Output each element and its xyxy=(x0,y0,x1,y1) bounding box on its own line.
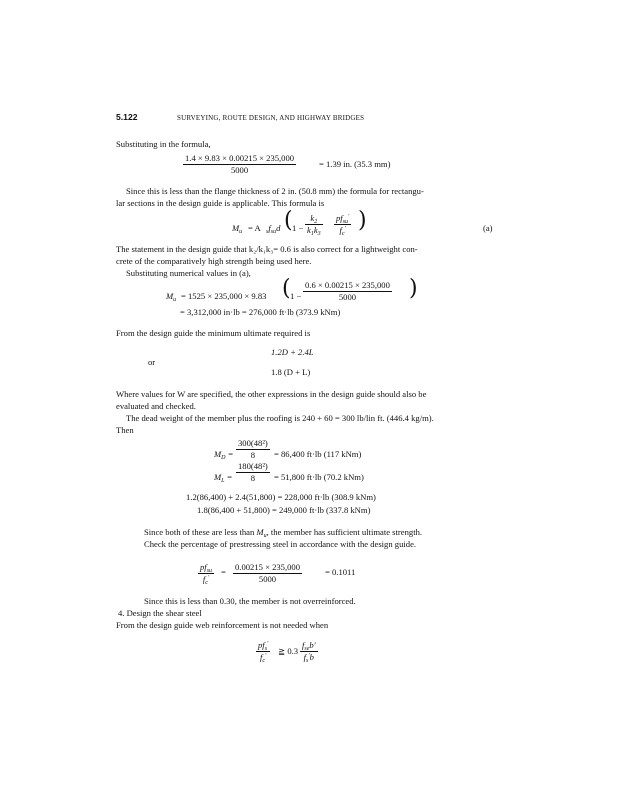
equation-combo-1-result: 1.2(86,400) + 2.4(51,800) = 228,000 ft·lb (308.9 kNm) xyxy=(186,492,376,502)
paragraph-statement-3: Substituting numerical values in (a), xyxy=(126,268,251,278)
paragraph-then: Then xyxy=(116,425,134,435)
paragraph-flange-2: lar sections in the design guide is applicable. This formula is xyxy=(116,198,325,208)
paragraph-statement-1: The statement in the design guide that k₂/k₁k₃= 0.6 is also correct for a lightweight con- xyxy=(116,244,418,254)
page-number: 5.122 xyxy=(116,112,138,122)
equation-load-combo-2: 1.8 (D + L) xyxy=(271,367,311,377)
paragraph-since-both: Since both of these are less than $M_u$, the member has sufficient ultimate strength. xyxy=(144,527,423,539)
equation-3-result: = 3,312,000 in·lb = 276,000 ft·lb (373.9 kNm) xyxy=(180,307,341,317)
step-4-heading: 4. Design the shear steel xyxy=(118,608,202,618)
equation-1-result: = 1.39 in. (35.3 mm) xyxy=(319,159,391,169)
paragraph-check-percentage: Check the percentage of prestressing steel in accordance with the design guide. xyxy=(144,539,417,549)
equation-combo-2-result: 1.8(86,400 + 51,800) = 249,000 ft·lb (337.8 kNm) xyxy=(197,505,371,515)
paragraph-not-overreinforced: Since this is less than 0.30, the member is not overreinforced. xyxy=(144,596,356,606)
paragraph-flange-1: Since this is less than the flange thickness of 2 in. (50.8 mm) the formula for rectangu- xyxy=(126,186,424,196)
paragraph-where-2: evaluated and checked. xyxy=(116,401,196,411)
document-page: 5.122 SURVEYING, ROUTE DESIGN, AND HIGHWAY BRIDGES Substituting in the formula, $\frac{1.4 \times 9.83 \times 0.00215 \times 235,000}{5000}$ = 1.39 in. (35.3 mm) Since this is less than the flange thickness of 2 in. (50.8 mm) the formula for rectangu- lar sections in the design guide is applicable. This formula is $M_u$ = A $_sf_{su}d$ ( 1 − $\frac{k_2}{k_1k_3}$ $pf_{su}'$ $f_c'$ ) (a) The statement in the design guide that k₂/k₁k₃= 0.6 is also correct for a lightweight con- crete of the comparatively high strength being used here. Substituting numerical values in (a), $M_u$ = 1525 × 235,000 × 9.83 ( 1 − $\frac{0.6 \times 0.00215 \times 235,000}{5000}$ ) = 3,312,000 in·lb = 276,000 ft·lb (373.9 kNm) From the design guide the minimum ultimate required is 1.2D + 2.4L or 1.8 (D + L) Where values for W are specified, the other expressions in the design guide should also be evaluated and checked. The dead weight of the member plus the roofing is 240 + 60 = 300 lb/lin ft. (446.4 kg/m). Then $M_D$ = $\frac{\text{300(48²)}}{8}$ = 86,400 ft·lb (117 kNm) $M_L$ = $\frac{\text{180(48²)}}{8}$ = 51,800 ft·lb (70.2 kNm) 1.2(86,400) + 2.4(51,800) = 228,000 ft·lb (308.9 kNm) 1.8(86,400 + 51,800) = 249,000 ft·lb (337.8 kNm) Since both of these are less than $M_u$, the member has sufficient ultimate strength. Check the percentage of prestressing steel in accordance with the design guide. $pf_{su}$ $f_c'$ = $\frac{0.00215 \times 235,000}{5000}$ = 0.1011 Since this is less than 0.30, the member is not overreinforced. 4. Design the shear steel From the design guide web reinforcement is not needed when $pf_s'$ $f_c'$ ≧ 0.3 $f_{se}b'$ $f_s'b$ xyxy=(116,112,493,664)
equation-1-fraction: $\frac{1.4 \times 9.83 \times 0.00215 \times 235,000}{5000}$ xyxy=(185,153,295,175)
paragraph-minimum-ultimate: From the design guide the minimum ultimate required is xyxy=(116,328,311,338)
paragraph-web-reinforcement: From the design guide web reinforcement is not needed when xyxy=(116,620,329,630)
paragraph-where-1: Where values for W are specified, the other expressions in the design guide should also be xyxy=(116,389,427,399)
equation-load-combo-1: 1.2D + 2.4L xyxy=(271,347,314,357)
or-label: or xyxy=(148,357,156,367)
paragraph-substituting: Substituting in the formula, xyxy=(116,139,211,149)
equation-a-label: (a) xyxy=(483,223,493,233)
paragraph-statement-2: crete of the comparatively high strength being used here. xyxy=(116,256,312,266)
running-title: SURVEYING, ROUTE DESIGN, AND HIGHWAY BRIDGES xyxy=(177,114,365,122)
paragraph-dead-weight: The dead weight of the member plus the roofing is 240 + 60 = 300 lb/lin ft. (446.4 kg/m). xyxy=(126,413,434,423)
